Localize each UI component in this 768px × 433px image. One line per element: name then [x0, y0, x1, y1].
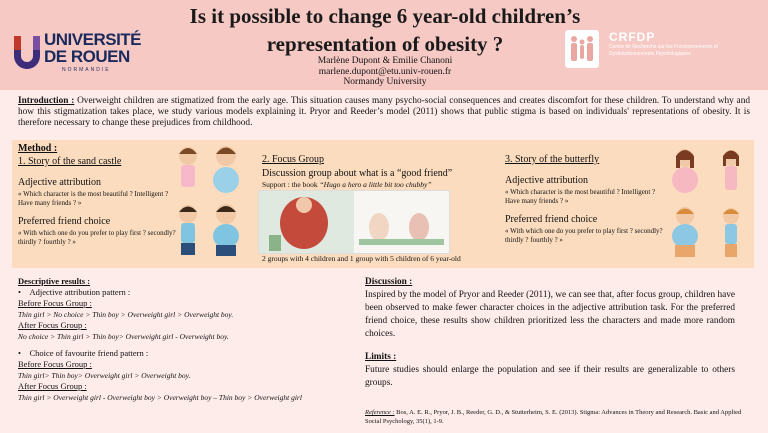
story-sand-castle: 1. Story of the sand castle Adjective attribution « Which character is the most beautiful ? Intelligent ? Have many friends ? » Preferred friend choice « With which one do you prefer to play first ? secondly? thirdly ? fourthly ? »: [18, 156, 176, 246]
focus-group-sizes: 2 groups with 4 children and 1 group with 5 children of 6 year-old: [262, 254, 461, 263]
descriptive-results: Descriptive results : • Adjective attribution pattern : Before Focus Group : Thin girl > No choice > Thin boy > Overweight girl > Overweight boy. After Focus Group : No choice > Thin girl > Thin boy> Overweight girl - Overweight boy. • Choice of favourite friend pattern : Before Focus Group : Thin girl> Thin boy> Overweight girl > Overweight boy. After Focus Group : Thin girl > Overweight girl - Overweight boy > Overweight boy – Thin boy > Overweight girl: [18, 276, 358, 403]
author-email: marlene.dupont@etu.univ-rouen.fr: [318, 66, 452, 77]
family-icon: [565, 30, 599, 68]
friend-pattern-label: • Choice of favourite friend pattern :: [18, 348, 149, 358]
authors: Marlène Dupont & Emilie Chanoni: [317, 56, 453, 66]
focus-group: 2. Focus Group Discussion group about what is a “good friend” Support : the book “Hugo a hero a little bit too chubby”: [262, 154, 453, 189]
introduction: Introduction : Overweight children are stigmatized from the early age. This situation causes many psycho-social consequences and creates discomfort for these children. To understand why and how this stigmatization takes place, we study various models explaining it. Pryor and Reeder’s model (2011) shows that public stigma is based on individuals' representations of obesity. It is therefore necessary to change these prejudices from childhood.: [18, 96, 750, 128]
affiliation: Normandy University: [343, 77, 427, 87]
discussion: Discussion : Inspired by the model of Pryor and Reeder (2011), we can see that, after focus group, children have been observed to make fewer character choices in the adjective attribution task. For the preferred friend choice, these results show children prioritized less the characters and made more random choices. Limits : Future studies should enlarge the population and see if their results are generalizable to others groups.: [365, 277, 735, 388]
adjective-pattern-label: • Adjective attribution pattern :: [18, 287, 131, 297]
butterfly-children-illustration: [667, 144, 752, 264]
universite-rouen-logo: UNIVERSITÉ DE ROUEN NORMANDIE: [12, 30, 132, 74]
method-section: [12, 140, 754, 268]
reference: Reference : Bos, A. E. R., Pryor, J. B., Reeder, G. D., & Stutterheim, S. E. (2013). Stigma: Advances in Theory and Research. Basic and Applied Social Psychology, 35(1), 1-9.: [365, 409, 742, 425]
story-butterfly: 3. Story of the butterfly Adjective attribution « Which character is the most beautiful ? Intelligent ? Have many friends ? » Preferred friend choice « With which one do you prefer to play first ? secondly? thirdly ? fourthly ? »: [505, 154, 663, 244]
method-label: Method :: [18, 143, 58, 154]
poster-title: Is it possible to change 6 year-old children’s representation of obesity ?: [189, 4, 581, 56]
crfdp-logo: CRFDP Centre de Recherche sur les Fonctionnements et Dysfonctionnements Psychologiques: [565, 30, 755, 70]
book-illustration: [258, 190, 450, 254]
header: [0, 0, 768, 90]
authors-block: [200, 56, 570, 88]
limits-text: Future studies should enlarge the population and see if their results are generalizable to others groups.: [365, 365, 735, 388]
sand-castle-children-illustration: [172, 142, 252, 262]
limits-label: Limits :: [365, 352, 397, 362]
